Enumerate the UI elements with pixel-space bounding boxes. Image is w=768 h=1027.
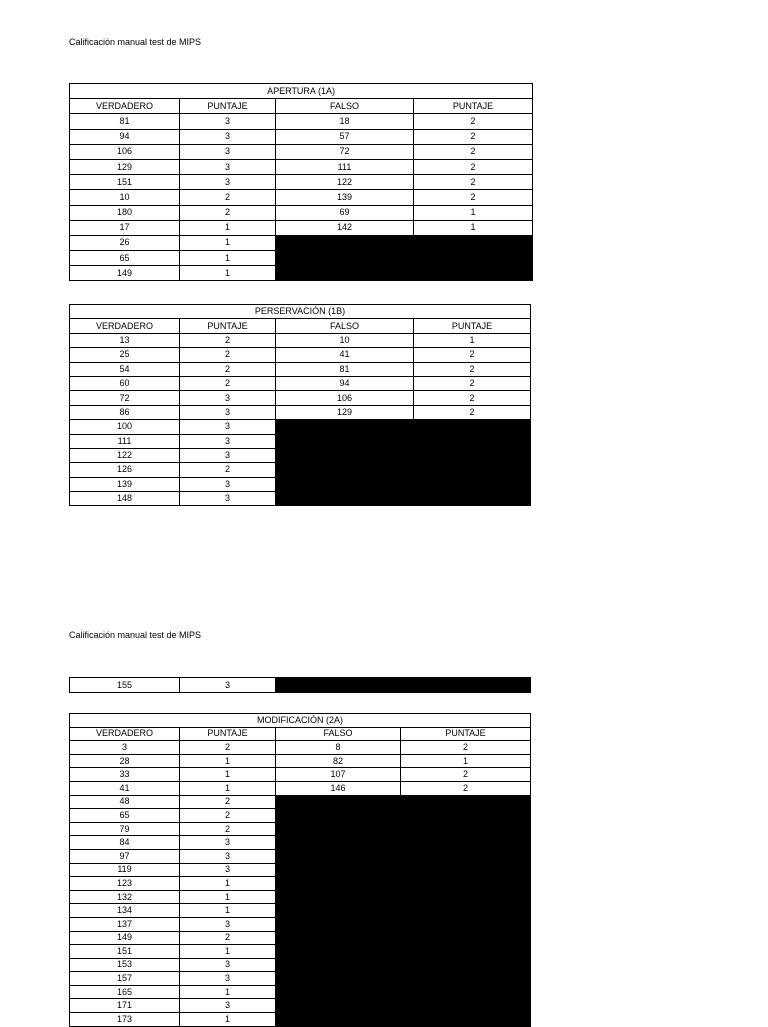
table-cell: 119 [70,863,180,877]
table-row [70,849,531,863]
table-row [70,159,533,174]
table-cell: 94 [70,129,180,144]
table-cell: 139 [70,477,180,491]
table-cell: 1 [180,220,276,235]
table-row [70,890,531,904]
redacted-cell [276,931,401,945]
table-title: MODIFICACIÓN (2A) [70,714,531,728]
table-cell: 2 [180,376,276,390]
redacted-cell [276,492,414,506]
table-cell: 1 [180,781,276,795]
table-row [70,958,531,972]
table-cell: 2 [180,362,276,376]
table-row [70,781,531,795]
table-cell: 171 [70,999,180,1013]
table-cell: 151 [70,945,180,959]
table-cell: 2 [414,144,533,159]
redacted-cell [414,266,533,281]
table-row [70,492,531,506]
table-cell: 1 [414,220,533,235]
table-cell: 3 [70,741,180,755]
table-row [70,190,533,205]
table-cell: 1 [401,754,531,768]
table-cell: 81 [276,362,414,376]
table-cell: 2 [414,159,533,174]
table-cell: 3 [180,405,276,419]
table-cell: 33 [70,768,180,782]
column-header: PUNTAJE [414,319,531,333]
redacted-cell [401,917,531,931]
table-cell: 3 [180,678,276,693]
table-cell: 129 [70,159,180,174]
table-cell: 69 [276,205,414,220]
table-cell: 1 [180,890,276,904]
table-cell: 165 [70,985,180,999]
table-row [70,362,531,376]
table-cell: 111 [70,434,180,448]
table-row [70,376,531,390]
table-cell: 134 [70,904,180,918]
redacted-cell [401,849,531,863]
table-cell: 65 [70,251,180,266]
table-cell: 17 [70,220,180,235]
table-cell: 13 [70,333,180,347]
table-row [70,795,531,809]
redacted-cell [401,999,531,1013]
redacted-cell [414,235,533,250]
table-cell: 3 [180,129,276,144]
table-row [70,463,531,477]
redacted-cell [276,904,401,918]
redacted-cell [276,434,414,448]
table-cell: 180 [70,205,180,220]
redacted-cell [276,235,414,250]
table-cell: 2 [180,205,276,220]
table-cell: 94 [276,376,414,390]
table-row [70,917,531,931]
table-row [70,972,531,986]
table-cell: 2 [401,768,531,782]
redacted-cell [276,999,401,1013]
redacted-cell [401,945,531,959]
table-cell: 41 [70,781,180,795]
table-cell: 153 [70,958,180,972]
table-cell: 173 [70,1013,180,1027]
table-row [70,741,531,755]
table-row [70,477,531,491]
table-row [70,904,531,918]
column-header: FALSO [276,99,414,114]
table-cell: 54 [70,362,180,376]
redacted-cell [414,492,531,506]
redacted-cell [276,877,401,891]
table-cell: 2 [414,391,531,405]
table-row [70,391,531,405]
redacted-cell [401,877,531,891]
table-cell: 3 [180,144,276,159]
table-cell: 86 [70,405,180,419]
redacted-cell [276,448,414,462]
table-cell: 28 [70,754,180,768]
table-cell: 3 [180,863,276,877]
table-cell: 3 [180,999,276,1013]
redacted-cell [401,863,531,877]
table-cell: 2 [180,931,276,945]
column-header: FALSO [276,727,401,741]
table-cell: 3 [180,391,276,405]
table-cell: 129 [276,405,414,419]
apertura-table [69,83,533,281]
table-cell: 2 [180,822,276,836]
redacted-cell [276,917,401,931]
table-cell: 126 [70,463,180,477]
redacted-cell [401,985,531,999]
table-cell: 2 [414,190,533,205]
table-row [70,348,531,362]
table-cell: 57 [276,129,414,144]
table-cell: 2 [414,129,533,144]
table-cell: 122 [70,448,180,462]
table-cell: 3 [180,958,276,972]
table-row [70,220,533,235]
redacted-cell [414,448,531,462]
table-cell: 1 [180,251,276,266]
table-row [70,251,533,266]
table-cell: 3 [180,492,276,506]
table-row [70,175,533,190]
table-cell: 3 [180,114,276,129]
table-row [70,1013,531,1027]
redacted-cell [414,420,531,434]
table-cell: 106 [276,391,414,405]
table-cell: 2 [180,348,276,362]
table-cell: 1 [180,904,276,918]
table-cell: 3 [180,420,276,434]
table-cell: 25 [70,348,180,362]
table-cell: 146 [276,781,401,795]
table-row [70,877,531,891]
table-cell: 1 [180,1013,276,1027]
redacted-cell [401,1013,531,1027]
table-cell: 2 [180,190,276,205]
table-title: PERSERVACIÓN (1B) [70,305,531,319]
table-cell: 3 [180,175,276,190]
redacted-cell [276,985,401,999]
table-cell: 18 [276,114,414,129]
redacted-cell [401,795,531,809]
redacted-cell [401,678,531,693]
table-row [70,945,531,959]
redacted-cell [276,945,401,959]
redacted-cell [401,931,531,945]
column-header: PUNTAJE [180,727,276,741]
table-cell: 2 [414,175,533,190]
table-cell: 1 [180,877,276,891]
redacted-cell [401,972,531,986]
table-cell: 72 [70,391,180,405]
table-cell: 10 [276,333,414,347]
perservacion-table [69,304,531,506]
table-cell: 157 [70,972,180,986]
table-cell: 3 [180,849,276,863]
table-cell: 155 [70,678,180,693]
table-cell: 1 [180,754,276,768]
table-cell: 97 [70,849,180,863]
table-row [70,931,531,945]
table-cell: 60 [70,376,180,390]
table-row [70,999,531,1013]
redacted-cell [276,972,401,986]
table-cell: 100 [70,420,180,434]
table-cell: 149 [70,931,180,945]
table-row [70,129,533,144]
carryover-table [69,677,531,693]
table-cell: 2 [180,463,276,477]
table-cell: 123 [70,877,180,891]
column-header: PUNTAJE [401,727,531,741]
table-cell: 151 [70,175,180,190]
table-cell: 79 [70,822,180,836]
table-cell: 3 [180,448,276,462]
table-cell: 2 [414,348,531,362]
table-cell: 148 [70,492,180,506]
redacted-cell [276,678,401,693]
table-row [70,768,531,782]
table-cell: 142 [276,220,414,235]
redacted-cell [276,463,414,477]
table-cell: 84 [70,836,180,850]
redacted-cell [276,1013,401,1027]
column-header: VERDADERO [70,319,180,333]
table-row [70,754,531,768]
table-row [70,678,531,693]
table-cell: 3 [180,836,276,850]
modificacion-table [69,713,531,1027]
table-cell: 149 [70,266,180,281]
table-cell: 107 [276,768,401,782]
table-cell: 2 [414,362,531,376]
table-cell: 41 [276,348,414,362]
redacted-cell [276,251,414,266]
table-cell: 137 [70,917,180,931]
redacted-cell [401,822,531,836]
column-header: PUNTAJE [180,99,276,114]
table-cell: 2 [180,333,276,347]
table-cell: 2 [414,376,531,390]
table-cell: 1 [414,205,533,220]
table-cell: 81 [70,114,180,129]
table-cell: 139 [276,190,414,205]
redacted-cell [276,958,401,972]
page-title-2: Calificación manual test de MIPS [69,630,202,640]
table-row [70,985,531,999]
table-cell: 3 [180,434,276,448]
table-cell: 10 [70,190,180,205]
redacted-cell [276,822,401,836]
table-row [70,205,533,220]
table-row [70,836,531,850]
table-cell: 1 [180,266,276,281]
table-cell: 3 [180,917,276,931]
table-cell: 3 [180,159,276,174]
table-cell: 2 [401,781,531,795]
table-cell: 82 [276,754,401,768]
table-row [70,333,531,347]
table-row [70,822,531,836]
table-cell: 2 [414,405,531,419]
redacted-cell [276,890,401,904]
redacted-cell [401,809,531,823]
table-row [70,863,531,877]
redacted-cell [414,477,531,491]
page-title: Calificación manual test de MIPS [69,37,202,47]
redacted-cell [401,958,531,972]
table-cell: 132 [70,890,180,904]
table-cell: 2 [180,795,276,809]
column-header: FALSO [276,319,414,333]
table-row [70,420,531,434]
table-cell: 72 [276,144,414,159]
table-cell: 2 [401,741,531,755]
table-cell: 1 [180,945,276,959]
table-cell: 111 [276,159,414,174]
redacted-cell [276,795,401,809]
redacted-cell [276,863,401,877]
table-row [70,405,531,419]
table-cell: 106 [70,144,180,159]
column-header: VERDADERO [70,99,180,114]
table-row [70,144,533,159]
redacted-cell [401,904,531,918]
table-row [70,809,531,823]
table-row [70,434,531,448]
table-cell: 3 [180,972,276,986]
redacted-cell [276,809,401,823]
table-row [70,266,533,281]
table-cell: 2 [180,741,276,755]
table-cell: 1 [414,333,531,347]
redacted-cell [401,890,531,904]
redacted-cell [276,266,414,281]
table-cell: 1 [180,235,276,250]
table-title: APERTURA (1A) [70,84,533,99]
redacted-cell [414,463,531,477]
column-header: PUNTAJE [414,99,533,114]
redacted-cell [414,251,533,266]
redacted-cell [276,836,401,850]
table-row [70,114,533,129]
table-row [70,448,531,462]
column-header: PUNTAJE [180,319,276,333]
table-cell: 2 [414,114,533,129]
table-cell: 26 [70,235,180,250]
table-cell: 3 [180,477,276,491]
table-cell: 122 [276,175,414,190]
table-cell: 1 [180,985,276,999]
redacted-cell [414,434,531,448]
redacted-cell [276,477,414,491]
table-cell: 48 [70,795,180,809]
table-row [70,235,533,250]
table-cell: 2 [180,809,276,823]
column-header: VERDADERO [70,727,180,741]
table-cell: 1 [180,768,276,782]
table-cell: 65 [70,809,180,823]
redacted-cell [276,849,401,863]
table-cell: 8 [276,741,401,755]
redacted-cell [276,420,414,434]
redacted-cell [401,836,531,850]
